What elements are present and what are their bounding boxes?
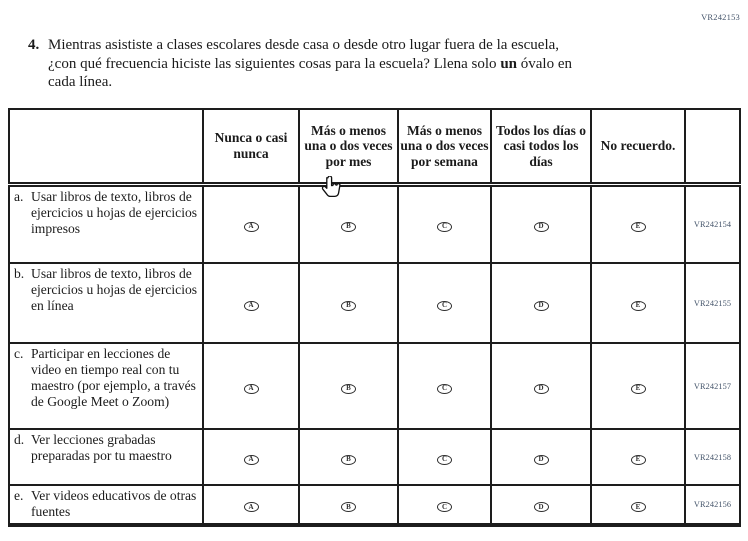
oval-letter: B: [346, 455, 351, 463]
oval-letter: C: [441, 222, 448, 231]
question-line2-before: ¿con qué frecuencia hiciste las siguientes cosas para la escuela? Llena solo: [48, 55, 497, 72]
row-label-cell: [9, 343, 203, 429]
oval-letter: A: [248, 502, 254, 511]
answer-oval-d[interactable]: [534, 502, 549, 512]
frequency-matrix-table: [8, 108, 741, 527]
header-row: [9, 109, 740, 184]
row-label: Ver videos educativos de otras fuentes: [31, 488, 197, 519]
row-letter: e.: [14, 488, 24, 503]
answer-oval-b[interactable]: [341, 502, 356, 512]
answer-oval-d[interactable]: [534, 222, 549, 232]
row-label: Participar en lecciones de video en tiempo real con tu maestro (por ejemplo, a través de Google Meet o Zoom): [31, 346, 196, 409]
oval-letter: D: [538, 502, 544, 511]
option-cell-e: [591, 429, 685, 485]
row-letter: c.: [14, 346, 24, 361]
answer-oval-a[interactable]: [244, 301, 259, 311]
option-cell-a: [203, 485, 299, 525]
table-row-b: [9, 263, 740, 343]
oval-letter: E: [635, 384, 641, 392]
oval-letter: E: [635, 502, 641, 511]
answer-oval-e[interactable]: [631, 455, 646, 465]
answer-oval-a[interactable]: [244, 502, 259, 512]
header-empty-left: [9, 109, 203, 184]
oval-letter: A: [248, 455, 254, 463]
answer-oval-b[interactable]: [341, 384, 356, 394]
oval-letter: A: [248, 222, 254, 231]
question-line2-bold: un: [500, 55, 517, 72]
option-cell-d: [491, 429, 591, 485]
option-cell-b: [299, 184, 398, 263]
oval-letter: C: [441, 455, 448, 463]
question-number: 4.: [28, 37, 40, 53]
oval-letter: B: [346, 301, 351, 309]
table-row-a: [9, 184, 740, 263]
oval-letter: D: [538, 384, 544, 392]
row-vr-code: VR242155: [685, 263, 740, 343]
table-row-c: [9, 343, 740, 429]
oval-letter: E: [635, 222, 641, 231]
option-cell-c: [398, 263, 491, 343]
oval-letter: D: [538, 301, 544, 309]
option-cell-a: [203, 263, 299, 343]
oval-letter: B: [346, 384, 351, 392]
option-cell-e: [591, 184, 685, 263]
row-label-cell: [9, 485, 203, 525]
option-cell-a: [203, 343, 299, 429]
header-col-nunca: Nunca o casi nunca: [203, 109, 299, 184]
option-cell-c: [398, 184, 491, 263]
answer-oval-c[interactable]: [437, 301, 452, 311]
option-cell-d: [491, 485, 591, 525]
option-cell-d: [491, 263, 591, 343]
option-cell-d: [491, 184, 591, 263]
oval-letter: C: [441, 502, 448, 511]
oval-letter: C: [441, 301, 448, 309]
option-cell-d: [491, 343, 591, 429]
option-cell-b: [299, 263, 398, 343]
row-label: Ver lecciones grabadas preparadas por tu maestro: [31, 432, 172, 463]
answer-oval-c[interactable]: [437, 384, 452, 394]
oval-letter: D: [538, 222, 544, 231]
row-label: Usar libros de texto, libros de ejercicios u hojas de ejercicios en línea: [31, 266, 198, 313]
option-cell-b: [299, 485, 398, 525]
oval-letter: E: [635, 301, 641, 309]
answer-oval-c[interactable]: [437, 455, 452, 465]
answer-oval-e[interactable]: [631, 502, 646, 512]
question-line3: cada línea.: [48, 74, 113, 90]
row-vr-code: VR242158: [685, 429, 740, 485]
question-line2-after: óvalo en: [520, 55, 572, 72]
answer-oval-b[interactable]: [341, 222, 356, 232]
oval-letter: B: [346, 502, 351, 511]
option-cell-c: [398, 343, 491, 429]
row-letter: a.: [14, 188, 24, 204]
answer-oval-e[interactable]: [631, 222, 646, 232]
oval-letter: E: [635, 455, 641, 463]
answer-oval-d[interactable]: [534, 384, 549, 394]
oval-letter: D: [538, 455, 544, 463]
oval-letter: A: [248, 301, 254, 309]
header-col-no-recuerdo: No recuerdo.: [591, 109, 685, 184]
row-label: Usar libros de texto, libros de ejercicios u hojas de ejercicios impresos: [31, 188, 198, 236]
oval-letter: A: [248, 384, 254, 392]
answer-oval-a[interactable]: [244, 455, 259, 465]
option-cell-e: [591, 263, 685, 343]
row-letter: b.: [14, 266, 25, 281]
answer-oval-c[interactable]: [437, 222, 452, 232]
row-vr-code: VR242157: [685, 343, 740, 429]
form-code-top-right: VR242153: [701, 12, 740, 22]
row-label-cell: [9, 429, 203, 485]
answer-oval-b[interactable]: [341, 455, 356, 465]
hand-pointer-cursor-icon: [320, 176, 342, 200]
option-cell-e: [591, 485, 685, 525]
question-line1: Mientras asististe a clases escolares desde casa o desde otro lugar fuera de la escuela,: [48, 37, 560, 53]
question-text: [48, 36, 668, 92]
answer-oval-a[interactable]: [244, 384, 259, 394]
oval-letter: C: [441, 384, 448, 392]
table-row-d: [9, 429, 740, 485]
answer-oval-d[interactable]: [534, 301, 549, 311]
row-letter: d.: [14, 432, 25, 447]
header-col-por-mes: Más o menos una o dos veces por mes: [299, 109, 398, 184]
option-cell-b: [299, 429, 398, 485]
row-label-cell: [9, 263, 203, 343]
answer-oval-c[interactable]: [437, 502, 452, 512]
answer-oval-a[interactable]: [244, 222, 259, 232]
table-row-e: [9, 485, 740, 525]
option-cell-b: [299, 343, 398, 429]
option-cell-a: [203, 429, 299, 485]
row-label-cell: [9, 184, 203, 263]
oval-letter: B: [346, 222, 351, 231]
option-cell-a: [203, 184, 299, 263]
answer-oval-b[interactable]: [341, 301, 356, 311]
header-empty-right: [685, 109, 740, 184]
answer-oval-d[interactable]: [534, 455, 549, 465]
question-block: [28, 36, 668, 92]
option-cell-c: [398, 429, 491, 485]
row-vr-code: VR242154: [685, 184, 740, 263]
option-cell-e: [591, 343, 685, 429]
header-col-todos-los-dias: Todos los días o casi todos los días: [491, 109, 591, 184]
option-cell-c: [398, 485, 491, 525]
answer-oval-e[interactable]: [631, 301, 646, 311]
answer-oval-e[interactable]: [631, 384, 646, 394]
row-vr-code: VR242156: [685, 485, 740, 525]
header-col-por-semana: Más o menos una o dos veces por semana: [398, 109, 491, 184]
